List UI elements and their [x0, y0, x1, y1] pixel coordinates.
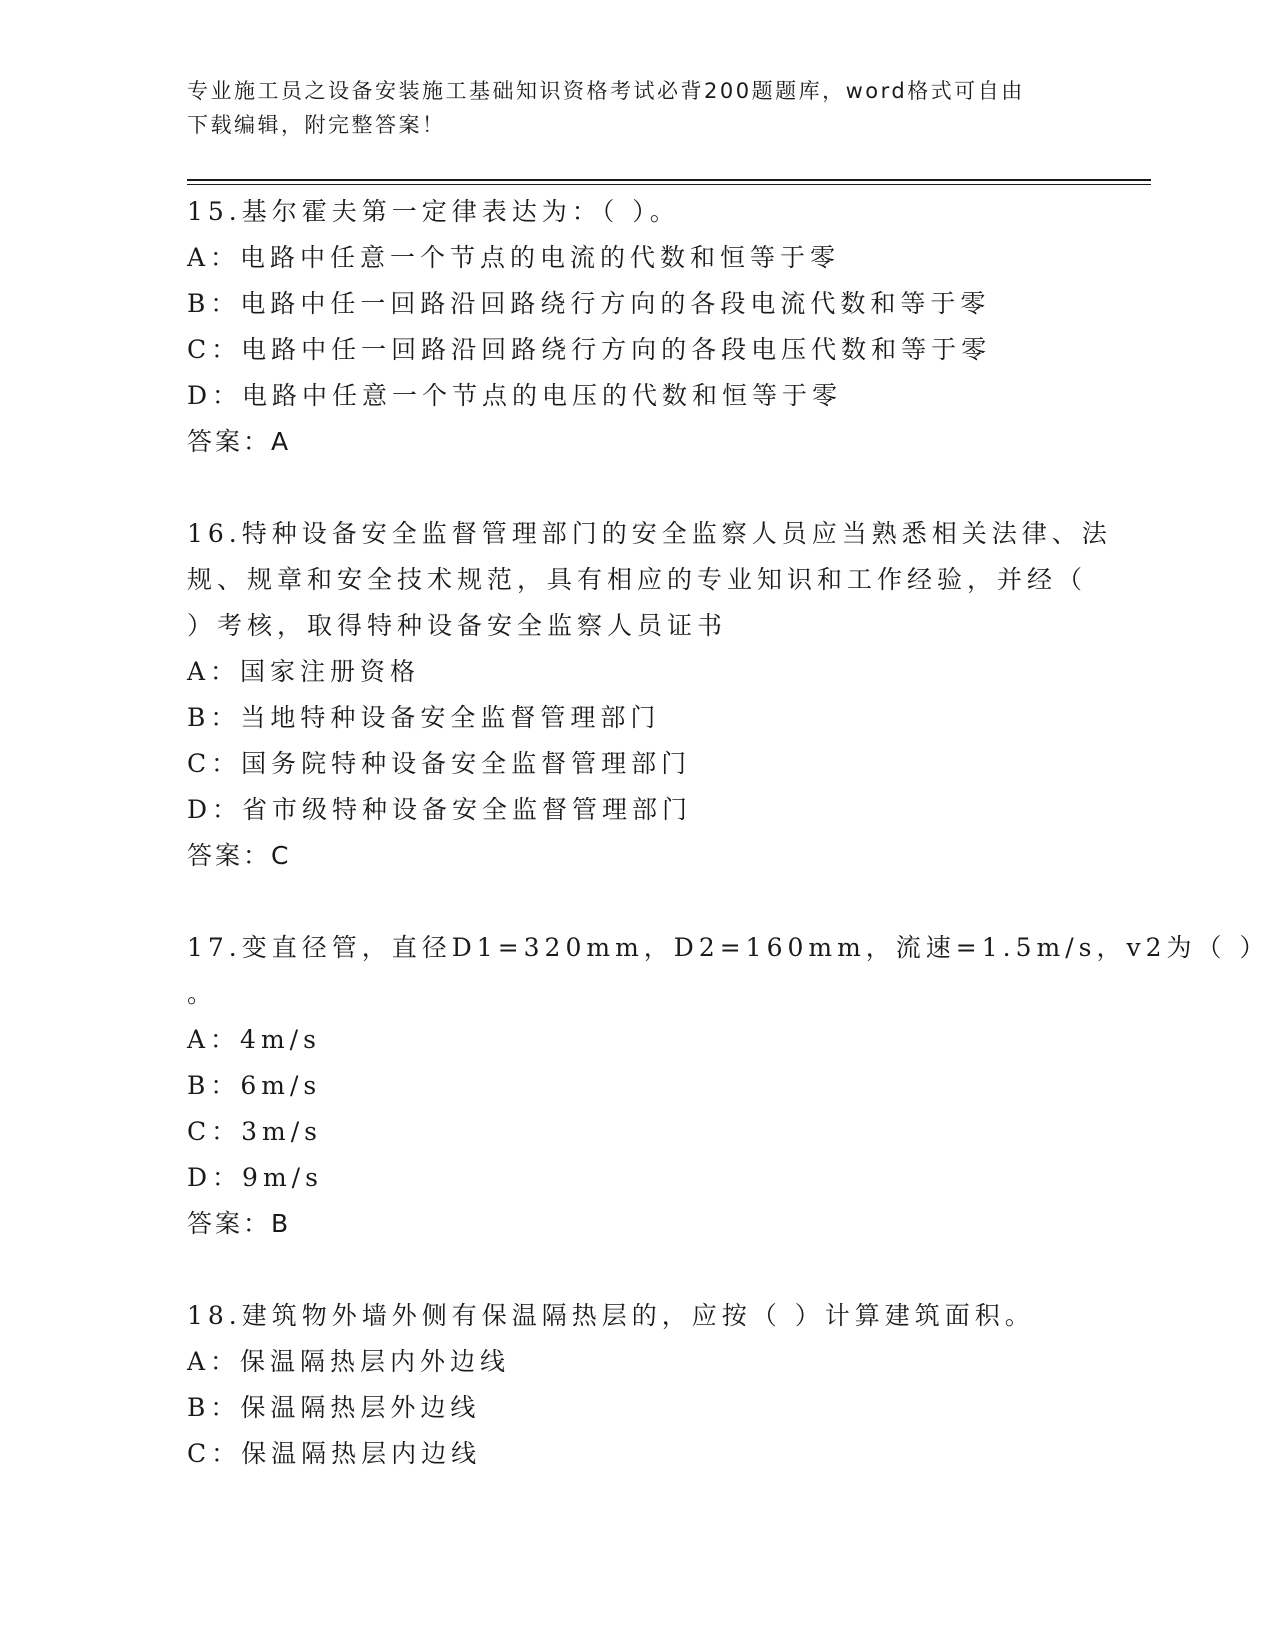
question-stem: 规、规章和安全技术规范，具有相应的专业知识和工作经验，并经（	[187, 565, 1088, 594]
question-spacer	[187, 465, 1087, 511]
option-a: A：国家注册资格	[187, 657, 421, 686]
question-stem: 16.特种设备安全监督管理部门的安全监察人员应当熟悉相关法律、法	[187, 519, 1112, 548]
option-d: D：省市级特种设备安全监督管理部门	[187, 795, 693, 824]
header-divider-thin	[187, 184, 1151, 185]
option-c: C：电路中任一回路沿回路绕行方向的各段电压代数和等于零	[187, 335, 992, 364]
option-b: B：保温隔热层外边线	[187, 1393, 481, 1422]
question-spacer	[187, 879, 1087, 925]
question-list	[187, 189, 1270, 1477]
question-18	[187, 1293, 1087, 1477]
option-c: C：3m/s	[187, 1117, 322, 1146]
question-stem: 。	[187, 979, 218, 1008]
question-stem: 18.建筑物外墙外侧有保温隔热层的，应按（ ）计算建筑面积。	[187, 1301, 1035, 1330]
option-b: B：当地特种设备安全监督管理部门	[187, 703, 661, 732]
option-a: A：4m/s	[187, 1025, 321, 1054]
question-15	[187, 189, 1087, 465]
question-stem: 15.基尔霍夫第一定律表达为：（ ）。	[187, 197, 680, 226]
question-stem: 17.变直径管，直径D1=320mm，D2=160mm，流速=1.5m/s，v2为（ ）	[187, 933, 1270, 962]
question-17	[187, 925, 1270, 1247]
option-c: C：保温隔热层内边线	[187, 1439, 482, 1468]
option-d: D：电路中任意一个节点的电压的代数和恒等于零	[187, 381, 843, 410]
question-16	[187, 511, 1112, 879]
header-line-2: 下载编辑，附完整答案！	[187, 113, 446, 137]
document-header	[187, 74, 1067, 142]
option-b: B：电路中任一回路沿回路绕行方向的各段电流代数和等于零	[187, 289, 991, 318]
option-c: C：国务院特种设备安全监督管理部门	[187, 749, 692, 778]
option-a: A：保温隔热层内外边线	[187, 1347, 511, 1376]
option-b: B：6m/s	[187, 1071, 322, 1100]
answer-line: 答案：C	[187, 841, 292, 870]
option-a: A：电路中任意一个节点的电流的代数和恒等于零	[187, 243, 841, 272]
question-spacer	[187, 1247, 1087, 1293]
question-stem: ）考核，取得特种设备安全监察人员证书	[187, 611, 728, 640]
answer-line: 答案：B	[187, 1209, 292, 1238]
header-line-1: 专业施工员之设备安装施工基础知识资格考试必背200题题库，word格式可自由	[187, 79, 1025, 103]
header-divider-thick	[187, 179, 1151, 181]
answer-line: 答案：A	[187, 427, 292, 456]
option-d: D：9m/s	[187, 1163, 323, 1192]
